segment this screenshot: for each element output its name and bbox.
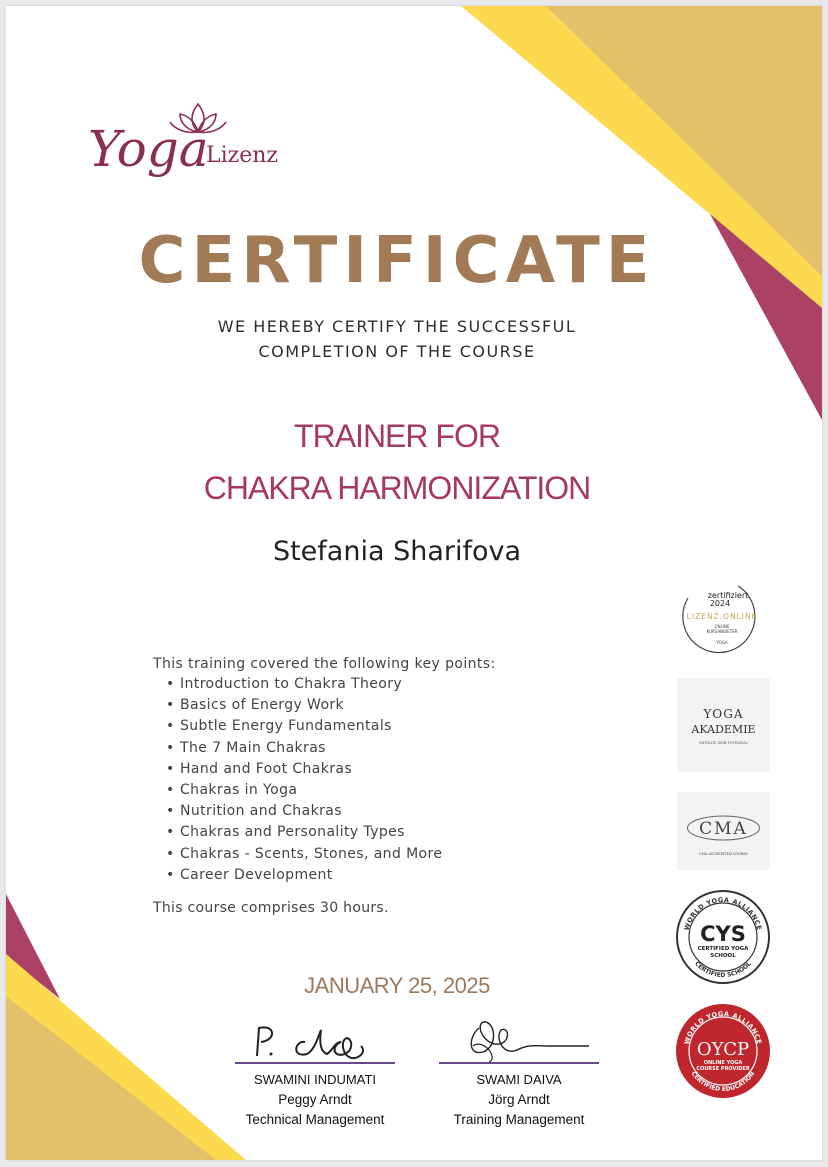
cys-ring-bottom: CERTIFIED SCHOOL	[693, 960, 753, 980]
course-hours: This course comprises 30 hours.	[153, 900, 389, 916]
list-item: • Basics of Energy Work	[180, 695, 496, 716]
cys-line-1: CERTIFIED YOGA	[697, 946, 749, 952]
signature-block-1	[215, 1016, 415, 1127]
list-item: • Chakras and Personality Types	[180, 822, 496, 843]
recipient-name: Stefania Sharifova	[272, 536, 522, 567]
certify-statement	[6, 314, 788, 364]
lizenz-badge-sub3: YOGA	[716, 640, 728, 645]
signature-1-role: Technical Management	[245, 1112, 385, 1127]
akademie-line-1: YOGA	[703, 707, 744, 721]
cys-ring-top: WORLD YOGA ALLIANCE	[682, 895, 764, 932]
certificate-page	[6, 6, 822, 1160]
signature-1-name: SWAMINI INDUMATI	[253, 1072, 377, 1087]
cys-badge	[674, 888, 772, 986]
oycp-ring-top: WORLD YOGA ALLIANCE	[682, 1009, 764, 1046]
akademie-tagline: ENTFALTE DEIN POTENZIAL	[699, 741, 748, 745]
signature-2-role: Training Management	[453, 1112, 585, 1127]
list-item: • Nutrition and Chakras	[180, 801, 496, 822]
list-item: • The 7 Main Chakras	[180, 738, 496, 759]
lizenz-badge-top: zertifiziert	[707, 591, 749, 600]
list-item: • Subtle Energy Fundamentals	[180, 716, 496, 737]
course-line-2: CHAKRA HARMONIZATION	[203, 470, 591, 506]
list-item: • Introduction to Chakra Theory	[180, 674, 496, 695]
cma-badge	[677, 792, 770, 870]
signature-1-scribble	[235, 1016, 395, 1062]
key-points-list	[153, 674, 496, 886]
signature-2-scribble	[439, 1016, 599, 1062]
certify-line-2: COMPLETION OF THE COURSE	[258, 342, 536, 361]
yoga-lizenz-logo	[86, 96, 286, 192]
oycp-badge	[674, 1002, 772, 1100]
lizenz-badge-year: 2024	[709, 599, 731, 608]
course-line-1: TRAINER FOR	[294, 418, 500, 454]
certify-line-1: WE HEREBY CERTIFY THE SUCCESSFUL	[217, 317, 577, 336]
cma-mark: CMA	[699, 819, 748, 839]
list-item: • Hand and Foot Chakras	[180, 759, 496, 780]
lizenz-online-badge	[674, 578, 770, 658]
yoga-akademie-badge	[677, 678, 770, 772]
cys-mark: CYS	[700, 922, 746, 946]
signature-2-name: SWAMI DAIVA	[476, 1072, 562, 1087]
certificate-title: CERTIFICATE	[138, 224, 656, 298]
logo-word-lizenz: Lizenz	[206, 143, 279, 168]
oycp-ring-bottom: CERTIFIED EDUCATION	[689, 1070, 757, 1094]
list-item: • Chakras in Yoga	[180, 780, 496, 801]
lizenz-badge-brand: LIZENZ.ONLINE	[686, 612, 758, 621]
logo-word-yoga: Yoga	[88, 120, 209, 178]
lizenz-badge-sub2: KURSANBIETER	[706, 629, 738, 634]
signature-2-person: Jörg Arndt	[488, 1092, 550, 1107]
oycp-mark: OYCP	[696, 1039, 750, 1060]
cma-caption: CMA ACCREDITED COURSE	[699, 852, 748, 856]
course-title	[6, 410, 788, 514]
list-item: • Chakras - Scents, Stones, and More	[180, 844, 496, 865]
akademie-line-2: AKADEMIE	[691, 723, 756, 736]
key-points-intro: This training covered the following key points:	[153, 656, 496, 672]
cys-line-2: SCHOOL	[710, 953, 736, 959]
oycp-line-1: ONLINE YOGA	[703, 1060, 743, 1066]
signature-1-line	[235, 1062, 395, 1064]
signature-1-person: Peggy Arndt	[278, 1092, 352, 1107]
key-points	[153, 654, 496, 886]
lizenz-badge-sub1: ONLINE	[714, 624, 730, 629]
oycp-line-2: COURSE PROVIDER	[696, 1066, 750, 1072]
list-item: • Career Development	[180, 865, 496, 886]
issue-date: JANUARY 25, 2025	[304, 973, 490, 998]
signature-2-line	[439, 1062, 599, 1064]
signature-block-2	[419, 1016, 619, 1127]
